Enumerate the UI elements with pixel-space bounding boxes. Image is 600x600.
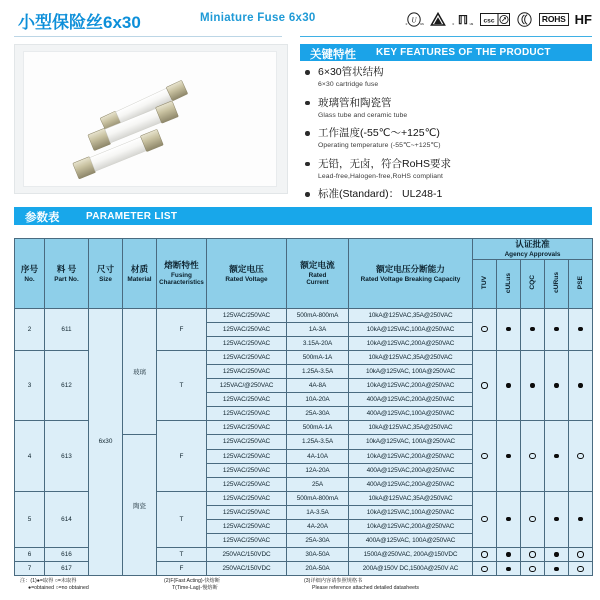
cell-rated-voltage: 125VAC/250VAC bbox=[207, 322, 287, 336]
th-agency-tuv-label: TUV bbox=[481, 276, 488, 290]
cell-breaking-capacity: 10kA@125VAC,200A@250VAC bbox=[349, 520, 473, 534]
cell-breaking-capacity: 10kA@125VAC,200A@250VAC bbox=[349, 379, 473, 393]
cell-approval-pse bbox=[569, 350, 593, 420]
th-no-cn: 序号 bbox=[20, 263, 39, 274]
th-agency-curus bbox=[545, 259, 569, 308]
approval-filled-icon bbox=[506, 383, 510, 387]
cell-rated-voltage: 125VAC/250VAC bbox=[207, 449, 287, 463]
cell-breaking-capacity: 1500A@250VAC, 200A@150VDC bbox=[349, 548, 473, 562]
cell-approval-cqc bbox=[521, 308, 545, 350]
key-feature-cn: 标准(Standard)： UL248-1 bbox=[318, 188, 443, 200]
parameter-list-title-en: PARAMETER LIST bbox=[86, 210, 178, 222]
th-no-en: No. bbox=[24, 275, 35, 283]
cell-rated-current: 4A-8A bbox=[287, 379, 349, 393]
th-agency-tuv bbox=[473, 259, 497, 308]
svg-text:ℿ: ℿ bbox=[457, 12, 468, 27]
cell-approval-curus bbox=[545, 548, 569, 562]
note-3-cn: (3)详细内容请参照规格书 bbox=[304, 578, 363, 584]
bullet-icon bbox=[305, 70, 310, 75]
cell-fusing-characteristic: F bbox=[157, 308, 207, 350]
cell-approval-pse bbox=[569, 491, 593, 547]
cell-approval-cqc bbox=[521, 562, 545, 576]
cell-rated-voltage: 125VAC/250VAC bbox=[207, 364, 287, 378]
cell-approval-pse bbox=[569, 548, 593, 562]
cell-approval-curus bbox=[545, 562, 569, 576]
note-1-en: ●=obtained ○=no obtained bbox=[28, 585, 89, 592]
th-agency-approvals bbox=[473, 239, 593, 260]
th-agency-en: Agency Approvals bbox=[504, 251, 561, 258]
note-2 bbox=[164, 578, 324, 593]
approval-filled-icon bbox=[506, 517, 510, 521]
cell-breaking-capacity: 400A@125VAC,200A@250VAC bbox=[349, 463, 473, 477]
spec-table-head bbox=[15, 239, 593, 309]
bullet-icon bbox=[305, 131, 310, 136]
th-material bbox=[123, 239, 157, 309]
svg-text:c: c bbox=[452, 21, 455, 26]
approval-empty-icon bbox=[481, 516, 487, 522]
cell-approval-cqc bbox=[521, 421, 545, 491]
key-features-bar bbox=[300, 44, 592, 61]
th-agency-culus bbox=[497, 259, 521, 308]
cell-breaking-capacity: 10kA@125VAC,200A@250VAC bbox=[349, 336, 473, 350]
approval-empty-icon bbox=[481, 326, 487, 332]
cell-breaking-capacity: 10kA@125VAC,100A@250VAC bbox=[349, 505, 473, 519]
bullet-icon bbox=[305, 192, 310, 197]
th-rated-voltage-cn: 额定电压 bbox=[229, 263, 264, 274]
th-fusing-en2: Characteristics bbox=[159, 279, 204, 287]
cell-rated-voltage: 125VAC/@250VAC bbox=[207, 379, 287, 393]
cell-approval-culus bbox=[497, 548, 521, 562]
approval-empty-icon bbox=[577, 551, 583, 557]
cell-approval-curus bbox=[545, 308, 569, 350]
page-title-en: Miniature Fuse 6x30 bbox=[200, 12, 316, 24]
th-material-cn: 材质 bbox=[130, 263, 149, 274]
cell-approval-curus bbox=[545, 491, 569, 547]
th-breaking-capacity-cn: 额定电压分断能力 bbox=[376, 263, 445, 274]
cell-rated-current: 12A-20A bbox=[287, 463, 349, 477]
cell-approval-culus bbox=[497, 308, 521, 350]
approval-filled-icon bbox=[554, 327, 558, 331]
cell-approval-culus bbox=[497, 421, 521, 491]
cell-breaking-capacity: 10kA@125VAC,35A@250VAC bbox=[349, 308, 473, 322]
th-rated-current-cn: 额定电流 bbox=[300, 259, 335, 270]
th-agency-pse bbox=[569, 259, 593, 308]
cell-approval-cqc bbox=[521, 491, 545, 547]
approval-empty-icon bbox=[481, 382, 487, 388]
key-feature-item bbox=[302, 127, 594, 151]
approval-filled-icon bbox=[554, 454, 558, 458]
cell-approval-tuv bbox=[473, 350, 497, 420]
th-material-en: Material bbox=[127, 275, 152, 283]
cell-rated-voltage: 250VAC/150VDC bbox=[207, 562, 287, 576]
cqc-icon bbox=[480, 13, 510, 26]
cell-rated-current: 1.25A-3.5A bbox=[287, 364, 349, 378]
footer-notes bbox=[16, 578, 592, 598]
approval-filled-icon bbox=[506, 552, 510, 556]
ul-icon bbox=[404, 12, 424, 27]
cell-no: 3 bbox=[15, 350, 45, 420]
approval-filled-icon bbox=[506, 567, 510, 571]
cell-part-no: 611 bbox=[45, 308, 89, 350]
svg-text:csc: csc bbox=[483, 16, 495, 24]
cell-part-no: 616 bbox=[45, 548, 89, 562]
th-part-no bbox=[45, 239, 89, 309]
cell-part-no: 617 bbox=[45, 562, 89, 576]
bullet-icon bbox=[305, 162, 310, 167]
cell-approval-culus bbox=[497, 350, 521, 420]
cell-rated-voltage: 125VAC/250VAC bbox=[207, 407, 287, 421]
approval-filled-icon bbox=[578, 517, 582, 521]
cell-approval-pse bbox=[569, 421, 593, 491]
key-feature-en: Glass tube and ceramic tube bbox=[318, 111, 408, 119]
product-image bbox=[14, 44, 288, 194]
cell-rated-voltage: 125VAC/250VAC bbox=[207, 393, 287, 407]
cell-no: 6 bbox=[15, 548, 45, 562]
bullet-icon bbox=[305, 101, 310, 106]
approval-filled-icon bbox=[578, 327, 582, 331]
cell-approval-pse bbox=[569, 308, 593, 350]
cell-no: 7 bbox=[15, 562, 45, 576]
cell-no: 2 bbox=[15, 308, 45, 350]
cell-breaking-capacity: 10kA@125VAC,35A@250VAC bbox=[349, 350, 473, 364]
cell-breaking-capacity: 400A@125VAC,200A@250VAC bbox=[349, 477, 473, 491]
cell-rated-current: 25A-30A bbox=[287, 534, 349, 548]
th-size-cn: 尺寸 bbox=[96, 263, 115, 274]
parameter-list-bar bbox=[14, 207, 592, 225]
note-3 bbox=[304, 578, 594, 593]
approval-filled-icon bbox=[530, 327, 534, 331]
th-part-no-cn: 料 号 bbox=[56, 263, 77, 274]
key-feature-item bbox=[302, 97, 594, 121]
cell-rated-voltage: 125VAC/250VAC bbox=[207, 336, 287, 350]
double-circle-icon bbox=[516, 12, 533, 27]
key-feature-cn: 工作温度(-55℃～+125℃) bbox=[318, 127, 440, 139]
svg-text:U: U bbox=[411, 16, 417, 25]
cell-breaking-capacity: 400A@125VAC, 100A@250VAC bbox=[349, 534, 473, 548]
parameter-list-title-cn: 参数表 bbox=[25, 212, 60, 224]
svg-text:us: us bbox=[420, 21, 424, 26]
cell-approval-tuv bbox=[473, 548, 497, 562]
key-features-list bbox=[302, 66, 594, 208]
key-features-title-en: KEY FEATURES OF THE PRODUCT bbox=[376, 47, 551, 58]
approval-filled-icon bbox=[506, 454, 510, 458]
cell-fusing-characteristic: T bbox=[157, 491, 207, 547]
hf-label: HF bbox=[574, 11, 592, 27]
note-2-en: T(Time-Lag)-慢熔断 bbox=[172, 585, 218, 592]
th-fusing-cn: 熔断特性 bbox=[164, 259, 199, 270]
spec-table bbox=[14, 238, 593, 576]
approval-empty-icon bbox=[529, 516, 535, 522]
th-rated-current bbox=[287, 239, 349, 309]
cell-rated-voltage: 125VAC/250VAC bbox=[207, 520, 287, 534]
key-feature-cn: 6×30管状结构 bbox=[318, 66, 384, 78]
svg-text:us: us bbox=[469, 21, 474, 26]
note-3-en: Please reference attached detailed datasheets bbox=[312, 585, 419, 592]
cell-rated-voltage: 125VAC/250VAC bbox=[207, 534, 287, 548]
cell-approval-cqc bbox=[521, 548, 545, 562]
key-feature-en: 6×30 cartridge fuse bbox=[318, 81, 379, 88]
cell-breaking-capacity: 10kA@125VAC,100A@250VAC bbox=[349, 322, 473, 336]
key-feature-item bbox=[302, 158, 594, 182]
th-agency-curus-label: cURus bbox=[553, 272, 560, 294]
approval-filled-icon bbox=[578, 383, 582, 387]
ul-recognized-icon bbox=[452, 12, 474, 27]
approval-empty-icon bbox=[577, 453, 583, 459]
cell-breaking-capacity: 400A@125VAC,100A@250VAC bbox=[349, 407, 473, 421]
cell-rated-voltage: 125VAC/250VAC bbox=[207, 505, 287, 519]
th-agency-culus-label: cULus bbox=[505, 272, 512, 293]
cell-fusing-characteristic: T bbox=[157, 350, 207, 420]
key-feature-item bbox=[302, 66, 594, 90]
cell-approval-tuv bbox=[473, 562, 497, 576]
key-feature-cn: 无铅，无卤，符合RoHS要求 bbox=[318, 157, 452, 170]
approval-filled-icon bbox=[554, 567, 558, 571]
cell-approval-tuv bbox=[473, 491, 497, 547]
table-row bbox=[15, 308, 593, 322]
cell-breaking-capacity: 10kA@125VAC, 100A@250VAC bbox=[349, 364, 473, 378]
header-divider-right bbox=[300, 36, 592, 37]
cell-rated-current: 500mA-800mA bbox=[287, 491, 349, 505]
spec-table-body bbox=[15, 308, 593, 576]
cell-breaking-capacity: 10kA@125VAC,35A@250VAC bbox=[349, 421, 473, 435]
th-agency-cqc-label: CQC bbox=[529, 275, 536, 290]
cell-rated-current: 500mA-1A bbox=[287, 421, 349, 435]
th-agency-cn: 认证批准 bbox=[515, 239, 550, 249]
approval-empty-icon bbox=[481, 453, 487, 459]
cell-rated-voltage: 125VAC/250VAC bbox=[207, 491, 287, 505]
page-title-cn: 小型保险丝6x30 bbox=[18, 13, 141, 32]
cell-rated-current: 1A-3.5A bbox=[287, 505, 349, 519]
cell-breaking-capacity: 400A@125VAC,200A@250VAC bbox=[349, 393, 473, 407]
header-row-1 bbox=[15, 239, 593, 260]
cell-approval-culus bbox=[497, 562, 521, 576]
approval-filled-icon bbox=[554, 383, 558, 387]
th-no bbox=[15, 239, 45, 309]
cell-part-no: 612 bbox=[45, 350, 89, 420]
svg-text:c: c bbox=[405, 21, 408, 26]
approval-empty-icon bbox=[529, 566, 535, 572]
cell-rated-current: 4A-20A bbox=[287, 520, 349, 534]
cell-rated-voltage: 125VAC/250VAC bbox=[207, 308, 287, 322]
cell-fusing-characteristic: F bbox=[157, 421, 207, 491]
th-part-no-en: Part No. bbox=[54, 275, 79, 283]
key-feature-cn: 玻璃管和陶瓷管 bbox=[318, 96, 392, 109]
note-1 bbox=[20, 578, 180, 593]
cell-fusing-characteristic: T bbox=[157, 548, 207, 562]
cell-approval-curus bbox=[545, 350, 569, 420]
cell-breaking-capacity: 10kA@125VAC, 100A@250VAC bbox=[349, 435, 473, 449]
cell-material: 玻璃 bbox=[123, 308, 157, 435]
key-features-title-cn: 关键特性 bbox=[310, 49, 356, 61]
approval-filled-icon bbox=[530, 383, 534, 387]
cell-breaking-capacity: 200A@150V DC,1500A@250V AC bbox=[349, 562, 473, 576]
cell-rated-voltage: 125VAC/250VAC bbox=[207, 421, 287, 435]
th-breaking-capacity-en: Rated Voltage Breaking Capacity bbox=[360, 275, 461, 283]
note-2-cn: (2)F(Fast Acting)-快熔断 bbox=[164, 578, 220, 584]
key-feature-en: Operating temperature (-55℃~+125℃) bbox=[318, 142, 441, 149]
cell-rated-current: 1.25A-3.5A bbox=[287, 435, 349, 449]
approval-empty-icon bbox=[481, 551, 487, 557]
approval-empty-icon bbox=[577, 566, 583, 572]
cell-approval-culus bbox=[497, 491, 521, 547]
cell-fusing-characteristic: F bbox=[157, 562, 207, 576]
approval-filled-icon bbox=[506, 327, 510, 331]
th-rated-current-en2: Current bbox=[306, 279, 329, 287]
cell-rated-current: 500mA-1A bbox=[287, 350, 349, 364]
cell-rated-current: 3.15A-20A bbox=[287, 336, 349, 350]
th-fusing-en: Fusing bbox=[171, 271, 192, 279]
page-header bbox=[0, 6, 600, 32]
cell-approval-tuv bbox=[473, 308, 497, 350]
note-1-cn: 注：(1)●=取得 ○=未取得 bbox=[20, 578, 77, 584]
cell-rated-voltage: 125VAC/250VAC bbox=[207, 350, 287, 364]
key-feature-en: Lead-free,Halogen-free,RoHS compliant bbox=[318, 172, 443, 180]
cell-part-no: 613 bbox=[45, 421, 89, 491]
approval-empty-icon bbox=[529, 453, 535, 459]
cell-no: 4 bbox=[15, 421, 45, 491]
th-fusing bbox=[157, 239, 207, 309]
approval-filled-icon bbox=[554, 552, 558, 556]
cell-size: 6x30 bbox=[89, 308, 123, 576]
cell-approval-cqc bbox=[521, 350, 545, 420]
cell-rated-current: 10A-20A bbox=[287, 393, 349, 407]
cell-rated-voltage: 125VAC/250VAC bbox=[207, 463, 287, 477]
key-feature-item bbox=[302, 188, 594, 201]
cell-rated-current: 4A-10A bbox=[287, 449, 349, 463]
header-divider-left bbox=[14, 36, 282, 37]
rohs-badge: ROHS bbox=[539, 13, 569, 26]
cell-approval-tuv bbox=[473, 421, 497, 491]
cell-material: 陶瓷 bbox=[123, 435, 157, 576]
spec-table-wrap bbox=[14, 238, 592, 576]
cell-rated-voltage: 250VAC/150VDC bbox=[207, 548, 287, 562]
cell-approval-pse bbox=[569, 562, 593, 576]
cell-breaking-capacity: 10kA@125VAC,200A@250VAC bbox=[349, 449, 473, 463]
fuse-illustration bbox=[24, 52, 276, 186]
cell-rated-current: 1A-3A bbox=[287, 322, 349, 336]
cell-rated-voltage: 125VAC/250VAC bbox=[207, 477, 287, 491]
cell-part-no: 614 bbox=[45, 491, 89, 547]
cell-approval-curus bbox=[545, 421, 569, 491]
th-rated-voltage-en: Rated Voltage bbox=[225, 275, 268, 283]
cell-rated-current: 30A-50A bbox=[287, 548, 349, 562]
th-size-en: Size bbox=[99, 275, 112, 283]
certification-logos bbox=[404, 9, 592, 29]
cell-no: 5 bbox=[15, 491, 45, 547]
approval-empty-icon bbox=[481, 566, 487, 572]
th-rated-current-en: Rated bbox=[308, 271, 327, 279]
approval-filled-icon bbox=[554, 517, 558, 521]
cell-rated-voltage: 125VAC/250VAC bbox=[207, 435, 287, 449]
approval-empty-icon bbox=[529, 551, 535, 557]
product-image-inner bbox=[23, 51, 277, 187]
cell-rated-current: 20A-50A bbox=[287, 562, 349, 576]
cell-rated-current: 25A-30A bbox=[287, 407, 349, 421]
cell-breaking-capacity: 10kA@125VAC,35A@250VAC bbox=[349, 491, 473, 505]
th-agency-cqc bbox=[521, 259, 545, 308]
th-size bbox=[89, 239, 123, 309]
th-agency-pse-label: PSE bbox=[577, 275, 584, 290]
th-breaking-capacity bbox=[349, 239, 473, 309]
delta-triangle-icon bbox=[430, 12, 446, 27]
cell-rated-current: 25A bbox=[287, 477, 349, 491]
cell-rated-current: 500mA-800mA bbox=[287, 308, 349, 322]
th-rated-voltage bbox=[207, 239, 287, 309]
